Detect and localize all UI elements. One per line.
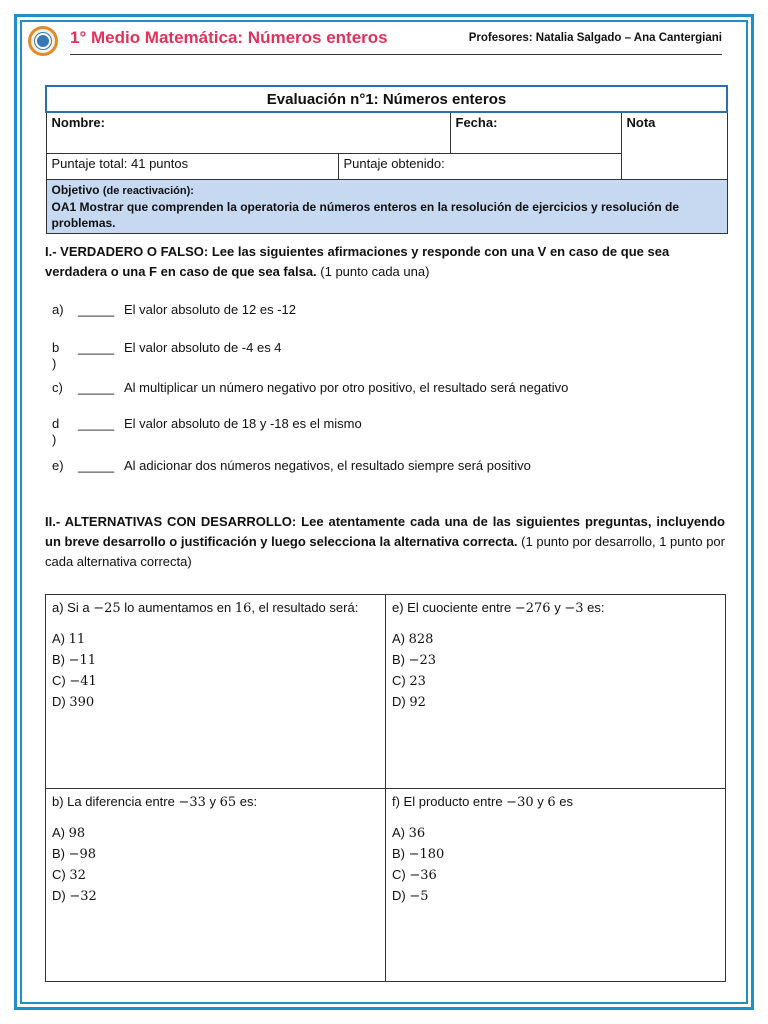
option-a[interactable]: A) 11	[52, 631, 86, 647]
fecha-field[interactable]: Fecha:	[450, 112, 621, 153]
option-b[interactable]: B) −180	[392, 845, 445, 862]
answer-blank[interactable]: _____	[78, 340, 115, 355]
objetivo-text: OA1 Mostrar que comprenden la operatoria de números enteros en la resolución de ejercicios y resolución de problemas.	[51, 199, 680, 230]
option-c[interactable]: C) −41	[52, 673, 97, 689]
statement-d: d ) _____ El valor absoluto de 18 y -18 es el mismo	[52, 416, 362, 447]
question-f	[386, 788, 726, 982]
objetivo-box	[46, 179, 727, 233]
question-e	[386, 595, 726, 789]
question-b	[46, 788, 386, 982]
option-d[interactable]: D) 390	[52, 694, 95, 710]
option-a[interactable]: A) 36	[392, 824, 426, 841]
statement-c: c) _____ Al multiplicar un número negativo por otro positivo, el resultado será negativo	[52, 380, 569, 395]
section-2-points: (1 punto por desarrollo, 1 punto por cada alternativa correcta)	[45, 534, 725, 569]
option-a[interactable]: A) 98	[52, 824, 86, 841]
section-2-instructions: II.- ALTERNATIVAS CON DESARROLLO: Lee atentamente cada una de las siguientes preguntas, incluyendo un breve desarrollo o justificación y luego selecciona la alternativa correcta.	[45, 514, 725, 549]
answer-blank[interactable]: _____	[78, 380, 115, 395]
option-a[interactable]: A) 828	[392, 631, 434, 647]
school-logo-icon	[28, 26, 58, 56]
option-b[interactable]: B) −11	[52, 652, 97, 668]
statement-b: b ) _____ El valor absoluto de -4 es 4	[52, 340, 282, 371]
question-text: b) La diferencia entre −33 y 65 es:	[52, 793, 258, 810]
header-divider	[70, 54, 722, 55]
section-1-instructions: I.- VERDADERO O FALSO: Lee las siguientes afirmaciones y responde con una V en caso de que sea verdadera o una F en caso de que sea falsa.	[45, 244, 670, 279]
question-text: a) Si a −25 lo aumentamos en 16, el resultado será:	[52, 600, 359, 616]
section-1-points: (1 punto cada una)	[316, 264, 430, 279]
evaluation-info-table	[45, 85, 728, 234]
course-title: 1° Medio Matemática: Números enteros	[70, 28, 388, 47]
question-text: f) El producto entre −30 y 6 es	[392, 793, 573, 810]
statement-e: e) _____ Al adicionar dos números negativos, el resultado siempre será positivo	[52, 458, 531, 473]
question-text: e) El cuociente entre −276 y −3 es:	[392, 600, 605, 616]
nombre-field[interactable]: Nombre:	[46, 112, 450, 153]
answer-blank[interactable]: _____	[78, 302, 115, 317]
option-b[interactable]: B) −23	[392, 652, 437, 668]
statement-a: a) _____ El valor absoluto de 12 es -12	[52, 302, 296, 317]
puntaje-total: Puntaje total: 41 puntos	[46, 153, 338, 179]
option-d[interactable]: D) −32	[52, 887, 97, 904]
option-d[interactable]: D) 92	[392, 694, 426, 710]
evaluation-title: Evaluación n°1: Números enteros	[46, 86, 727, 112]
nota-field[interactable]: Nota	[621, 112, 727, 179]
multiple-choice-grid	[45, 594, 726, 982]
section-2-heading	[45, 512, 725, 572]
objetivo-sublabel: (de reactivación):	[102, 184, 194, 197]
option-c[interactable]: C) −36	[392, 866, 437, 883]
option-c[interactable]: C) 32	[52, 866, 86, 883]
option-b[interactable]: B) −98	[52, 845, 97, 862]
question-a	[46, 595, 386, 789]
objetivo-label: Objetivo	[51, 182, 100, 197]
professors-label: Profesores: Natalia Salgado – Ana Cantergiani	[468, 32, 722, 44]
puntaje-obtenido-field[interactable]: Puntaje obtenido:	[338, 153, 621, 179]
page-header	[28, 26, 722, 58]
answer-blank[interactable]: _____	[78, 458, 115, 473]
option-c[interactable]: C) 23	[392, 673, 426, 689]
option-d[interactable]: D) −5	[392, 887, 429, 904]
answer-blank[interactable]: _____	[78, 416, 115, 431]
section-1-heading	[45, 242, 725, 282]
